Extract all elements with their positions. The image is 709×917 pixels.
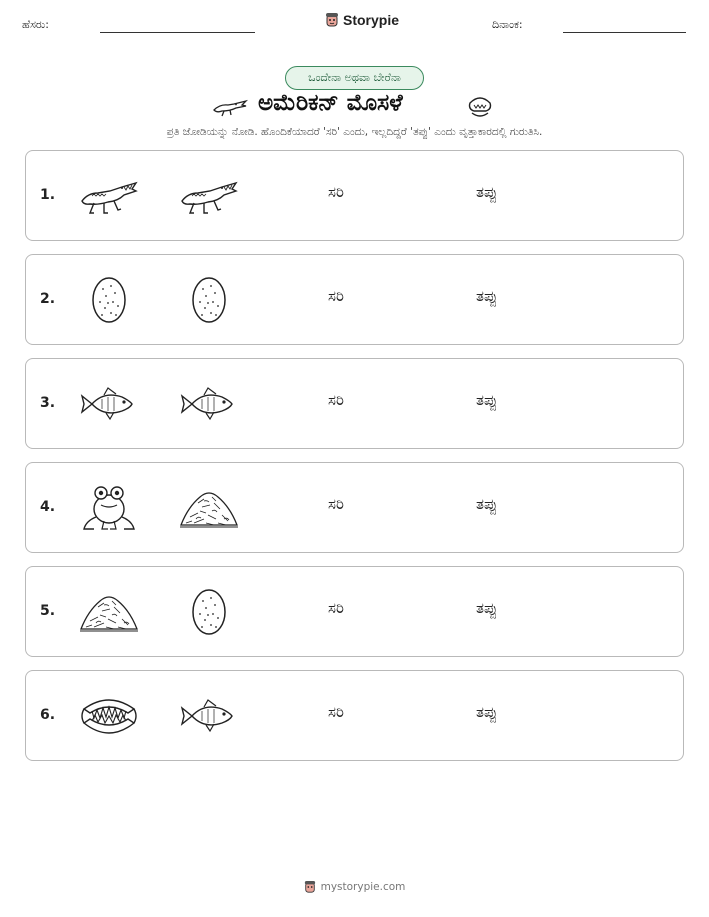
jaws-icon (466, 93, 494, 121)
false-option[interactable]: ತಪ್ಪು (476, 287, 498, 305)
storypie-mascot-icon (304, 880, 316, 894)
question-number: 5. (40, 603, 56, 619)
brand-name: Storypie (343, 12, 400, 28)
true-option[interactable]: ಸರಿ (328, 703, 344, 721)
date-line[interactable] (563, 32, 686, 33)
question-card (25, 462, 684, 553)
egg-picture-left (78, 275, 140, 325)
brand-logo (325, 12, 399, 28)
egg-picture-right (178, 275, 240, 325)
question-card (25, 566, 684, 657)
fish-picture-right (178, 379, 240, 429)
nest-picture-right (178, 483, 240, 533)
title-row (0, 88, 709, 124)
question-number: 4. (40, 499, 56, 515)
crocodile-picture-left (78, 171, 140, 221)
frog-picture-left (78, 483, 140, 533)
question-card (25, 150, 684, 241)
false-option[interactable]: ತಪ್ಪು (476, 391, 498, 409)
name-label: ಹೆಸರು: (22, 18, 49, 31)
question-number: 2. (40, 291, 56, 307)
question-number: 6. (40, 707, 56, 723)
question-card (25, 670, 684, 761)
storypie-mascot-icon (325, 12, 339, 28)
footer-site-link[interactable]: mystorypie.com (320, 881, 406, 893)
jaws-picture-left (78, 691, 140, 741)
true-option[interactable]: ಸರಿ (328, 599, 344, 617)
false-option[interactable]: ತಪ್ಪು (476, 599, 498, 617)
false-option[interactable]: ತಪ್ಪು (476, 183, 498, 201)
instructions: ಪ್ರತಿ ಜೋಡಿಯನ್ನು ನೋಡಿ. ಹೊಂದಿಕೆಯಾದರೆ 'ಸರಿ' ಎಂದು, ಇಲ್ಲದಿದ್ದರೆ 'ತಪ್ಪು' ಎಂದು ವೃತ್ತಾಕಾರದಲ್ಲಿ ಗುರುತಿಸಿ. (166, 126, 543, 138)
egg-picture-right (178, 587, 240, 637)
crocodile-picture-right (178, 171, 240, 221)
name-line[interactable] (100, 32, 255, 33)
true-option[interactable]: ಸರಿ (328, 287, 344, 305)
true-option[interactable]: ಸರಿ (328, 495, 344, 513)
true-option[interactable]: ಸರಿ (328, 391, 344, 409)
question-number: 3. (40, 395, 56, 411)
true-option[interactable]: ಸರಿ (328, 183, 344, 201)
footer (0, 880, 709, 894)
nest-picture-left (78, 587, 140, 637)
false-option[interactable]: ತಪ್ಪು (476, 495, 498, 513)
question-number: 1. (40, 187, 56, 203)
fish-picture-left (78, 379, 140, 429)
fish-picture-right (178, 691, 240, 741)
date-label: ದಿನಾಂಕ: (492, 18, 523, 31)
worksheet-type-badge: ಒಂದೇನಾ ಅಥವಾ ಬೇರೆನಾ (285, 66, 424, 90)
page-title: ಅಮೆರಿಕನ್ ಮೊಸಳೆ (258, 90, 403, 116)
false-option[interactable]: ತಪ್ಪು (476, 703, 498, 721)
question-card (25, 358, 684, 449)
question-card (25, 254, 684, 345)
crocodile-icon (212, 96, 248, 118)
